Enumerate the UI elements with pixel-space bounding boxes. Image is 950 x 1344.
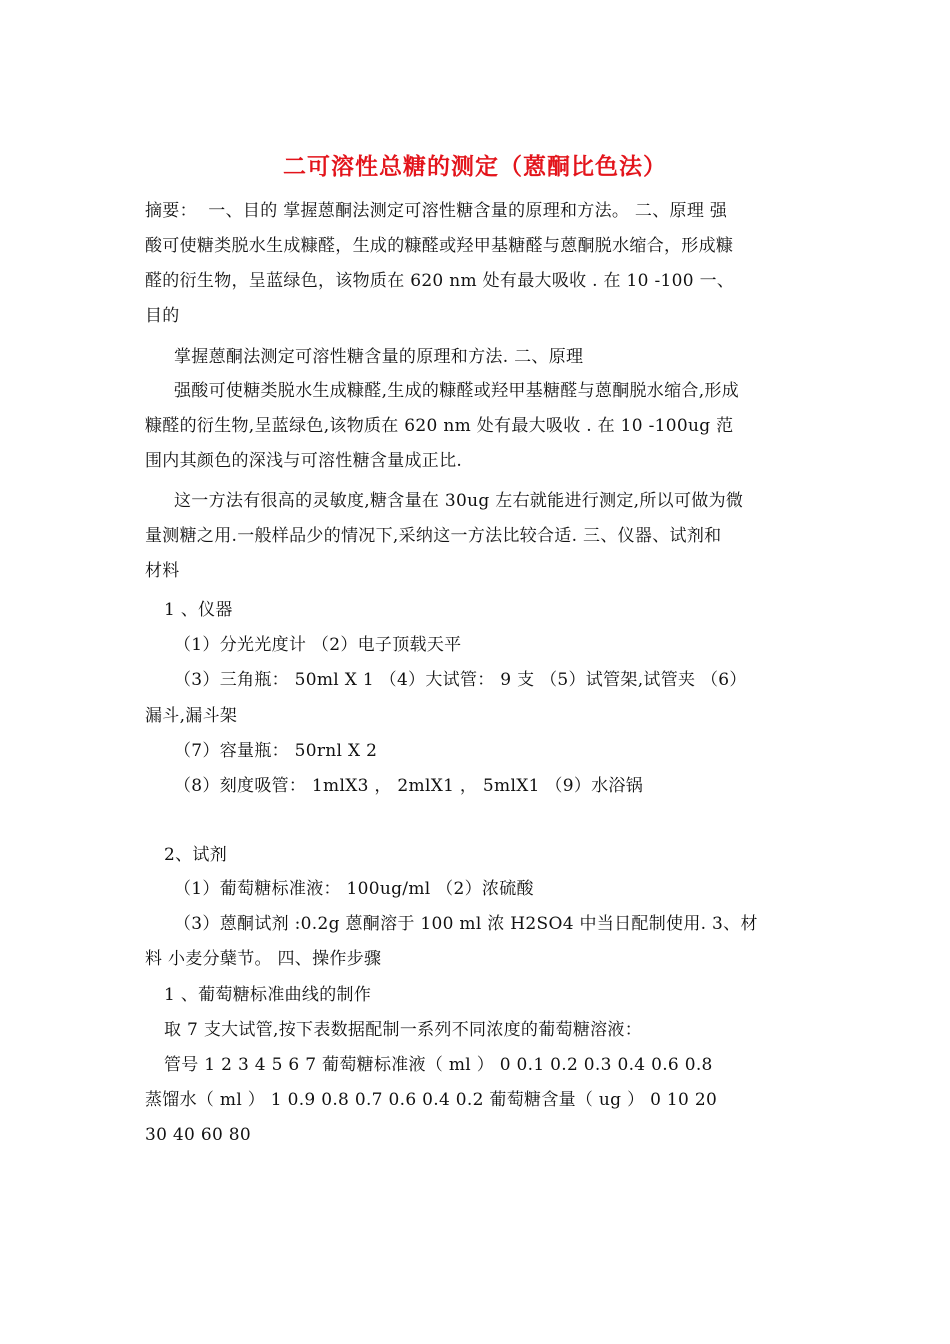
reagent-line-1: （1）葡萄糖标准液： 100ug/ml （2）浓硫酸	[174, 879, 534, 899]
abstract-line-3: 醛的衍生物，呈蓝绿色，该物质在 620 nm 处有最大吸收 . 在 10 -100 一、	[145, 271, 735, 291]
standard-curve-heading: 1 、葡萄糖标准曲线的制作	[164, 985, 372, 1005]
instrument-line-1: （1）分光光度计 （2）电子顶载天平	[174, 635, 462, 655]
instrument-line-3: 漏斗,漏斗架	[145, 706, 238, 726]
data-line-3: 30 40 60 80	[145, 1125, 252, 1145]
principle-line-1: 强酸可使糖类脱水生成糠醛,生成的糠醛或羟甲基糖醛与蒽酮脱水缩合,形成	[174, 381, 740, 401]
principle-line-2: 糠醛的衍生物,呈蓝绿色,该物质在 620 nm 处有最大吸收 . 在 10 -100ug 范	[145, 416, 734, 436]
instruments-heading: 1 、仪器	[164, 600, 233, 620]
data-line-1: 管号 1 2 3 4 5 6 7 葡萄糖标准液（ ml ） 0 0.1 0.2 0.3 0.4 0.6 0.8	[164, 1055, 713, 1075]
purpose-line: 掌握蒽酮法测定可溶性糖含量的原理和方法. 二、原理	[174, 347, 584, 367]
data-line-2: 蒸馏水（ ml ） 1 0.9 0.8 0.7 0.6 0.4 0.2 葡萄糖含量（ ug ） 0 10 20	[145, 1090, 718, 1110]
abstract-line-1: 摘要： 一、目的 掌握蒽酮法测定可溶性糖含量的原理和方法。 二、原理 强	[145, 201, 728, 221]
instrument-line-5: （8）刻度吸管： 1mlX3 ， 2mlX1 ， 5mlX1 （9）水浴锅	[174, 776, 644, 796]
abstract-line-2: 酸可使糖类脱水生成糠醛，生成的糠醛或羟甲基糖醛与蒽酮脱水缩合，形成糠	[145, 236, 734, 256]
materials-steps-line: 料 小麦分蘖节。 四、操作步骤	[145, 949, 382, 969]
procedure-line: 取 7 支大试管,按下表数据配制一系列不同浓度的葡萄糖溶液：	[164, 1020, 643, 1040]
abstract-line-4: 目的	[145, 306, 180, 326]
reagent-line-2: （3）蒽酮试剂 :0.2g 蒽酮溶于 100 ml 浓 H2SO4 中当日配制使用. 3、材	[174, 914, 758, 934]
instrument-line-2: （3）三角瓶： 50ml X 1 （4）大试管： 9 支 （5）试管架,试管夹 （6）	[174, 670, 747, 690]
method-note-line-2: 量测糖之用.一般样品少的情况下,采纳这一方法比较合适. 三、仪器、试剂和	[145, 526, 722, 546]
instrument-line-4: （7）容量瓶： 50rnl X 2	[174, 741, 378, 761]
principle-line-3: 围内其颜色的深浅与可溶性糖含量成正比.	[145, 451, 463, 471]
method-note-line-3: 材料	[145, 561, 180, 581]
document-title: 二可溶性总糖的测定（蒽酮比色法）	[283, 154, 667, 180]
reagents-heading: 2、试剂	[164, 845, 228, 865]
method-note-line-1: 这一方法有很高的灵敏度,糖含量在 30ug 左右就能进行测定,所以可做为微	[174, 491, 744, 511]
